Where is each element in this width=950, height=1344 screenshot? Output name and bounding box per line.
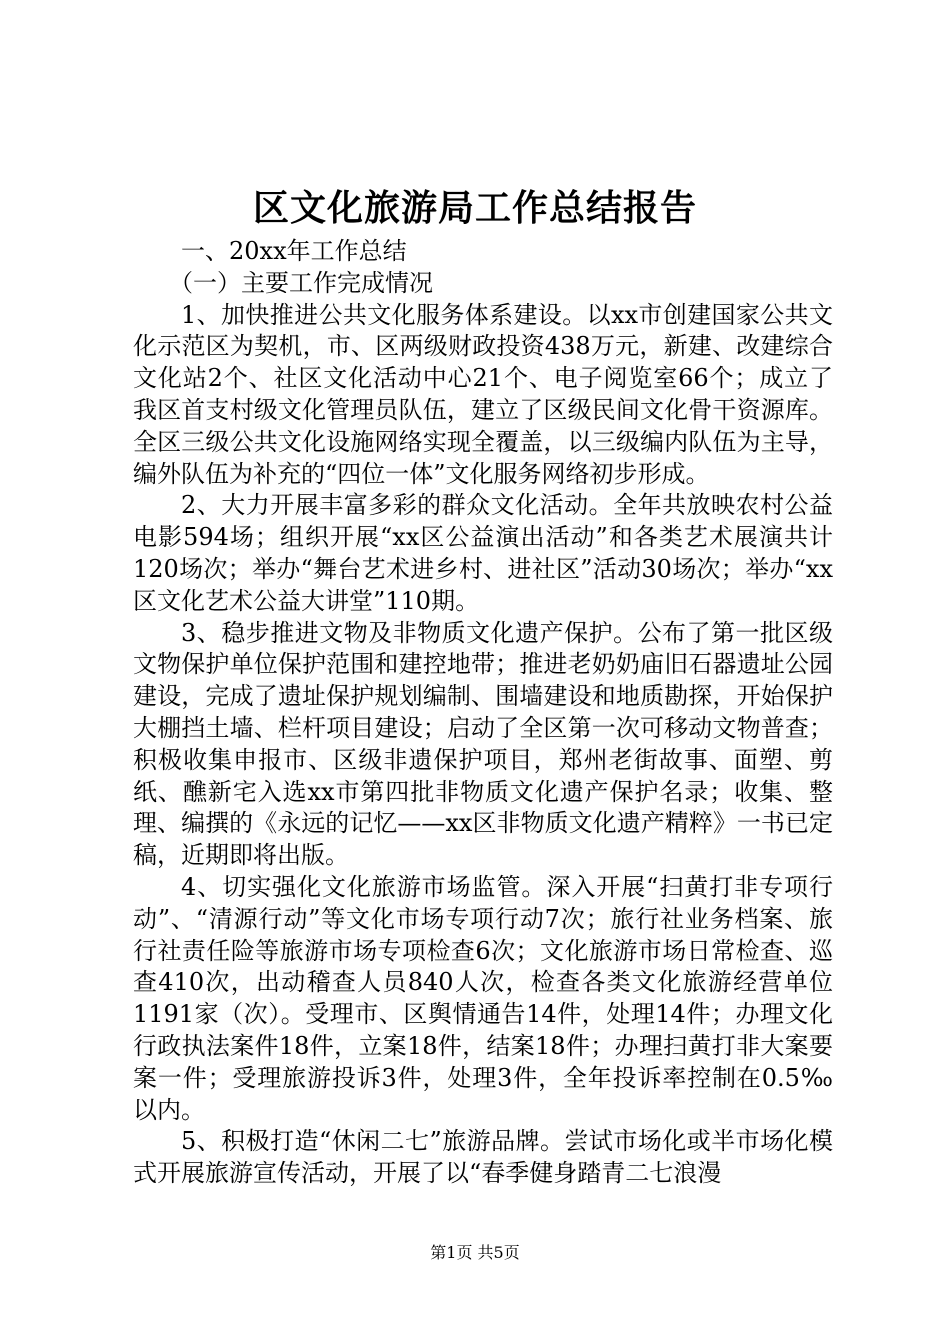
- page-footer: 第1页 共5页: [430, 1243, 520, 1262]
- section-heading: 一、20xx年工作总结: [181, 237, 407, 265]
- subsection-heading: （一）主要工作完成情况: [169, 268, 433, 297]
- document-title: 区文化旅游局工作总结报告: [252, 187, 697, 229]
- paragraph-2: 2、大力开展丰富多彩的群众文化活动。全年共放映农村公益电影594场；组织开展“xx区公益演出活动”和各类艺术展演共计120场次；举办“舞台艺术进乡村、进社区”活动30场次；举办“xx区文化艺术公益大讲堂”110期。: [133, 491, 833, 615]
- paragraph-5: 5、积极打造“休闲二七”旅游品牌。尝试市场化或半市场化模式开展旅游宣传活动，开展了以“春季健身踏青二七浪漫: [133, 1127, 833, 1188]
- paragraph-1: 1、加快推进公共文化服务体系建设。以xx市创建国家公共文化示范区为契机，市、区两级财政投资438万元，新建、改建综合文化站2个、社区文化活动中心21个、电子阅览室66个；成立了我区首支村级文化管理员队伍，建立了区级民间文化骨干资源库。全区三级公共文化设施网络实现全覆盖，以三级编内队伍为主导，编外队伍为补充的“四位一体”文化服务网络初步形成。: [133, 300, 833, 488]
- paragraph-4: 4、切实强化文化旅游市场监管。深入开展“扫黄打非专项行动”、“清源行动”等文化市场专项行动7次；旅行社业务档案、旅行社责任险等旅游市场专项检查6次；文化旅游市场日常检查、巡查410次，出动稽查人员840人次，检查各类文化旅游经营单位1191家（次）。受理市、区舆情通告14件，处理14件；办理文化行政执法案件18件，立案18件，结案18件；办理扫黄打非大案要案一件；受理旅游投诉3件，处理3件，全年投诉率控制在0.5‰以内。: [133, 872, 833, 1124]
- paragraph-3: 3、稳步推进文物及非物质文化遗产保护。公布了第一批区级文物保护单位保护范围和建控地带；推进老奶奶庙旧石器遗址公园建设，完成了遗址保护规划编制、围墙建设和地质勘探，开始保护大棚挡土墙、栏杆项目建设；启动了全区第一次可移动文物普查；积极收集申报市、区级非遗保护项目，郑州老街故事、面塑、剪纸、醮新宅入选xx市第四批非物质文化遗产保护名录；收集、整理、编撰的《永远的记忆——xx区非物质文化遗产精粹》一书已定稿，近期即将出版。: [133, 618, 833, 870]
- document-body: [133, 236, 833, 1190]
